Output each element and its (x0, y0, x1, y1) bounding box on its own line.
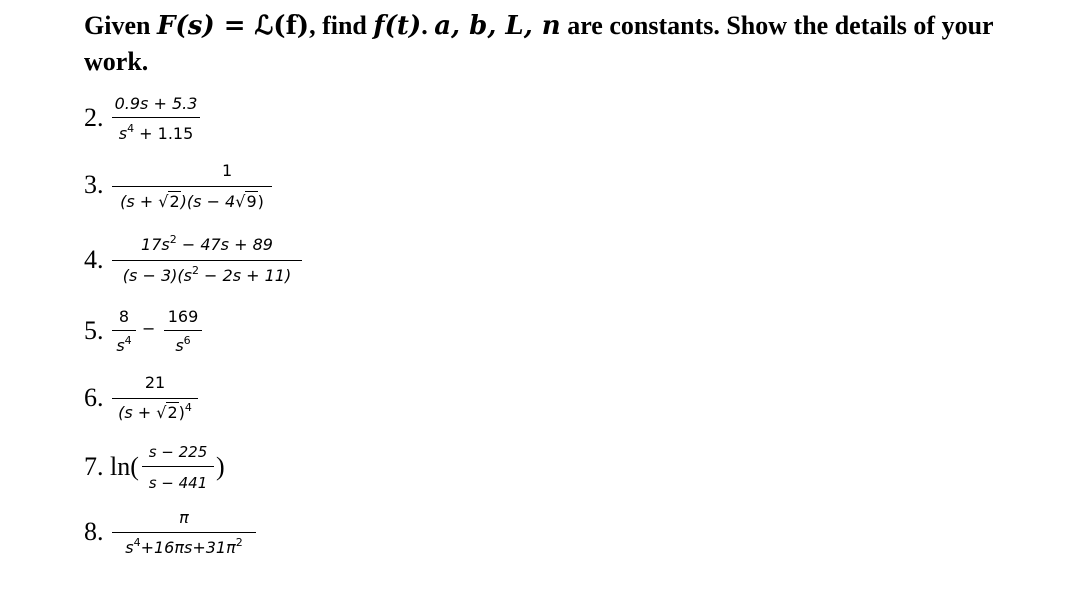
problem-number: 4. (84, 245, 104, 274)
denominator: $s^6$ (175, 334, 191, 355)
problem-number: 2. (84, 103, 104, 132)
title-text-3: . (421, 11, 435, 40)
problem-number: 5. (84, 316, 104, 345)
title-math-constants: a, b, L, n (434, 11, 561, 41)
numerator: 1 (222, 161, 233, 180)
fraction-1 (112, 306, 136, 358)
problem-statement (84, 8, 1044, 79)
problem-number: 6. (84, 383, 104, 412)
ln-prefix: 7. ln( (84, 452, 139, 481)
title-math-F: F(s) = (156, 11, 255, 41)
title-text-2: , find (309, 11, 374, 40)
fraction-bar (112, 330, 136, 331)
denominator: $s^4 + 1.15$ (118, 122, 194, 143)
numerator: 8 (118, 307, 130, 326)
fraction-bar (112, 186, 272, 187)
title-text-4: are constants. Show the details of your work. (84, 11, 994, 76)
numerator: 0.9s + 5.3 (114, 94, 198, 113)
fraction (142, 442, 214, 494)
numerator: π (179, 508, 189, 527)
numerator: 21 (144, 373, 166, 392)
fraction-bar (164, 330, 202, 331)
fraction (112, 234, 302, 288)
fraction-bar (112, 398, 198, 399)
denominator: (s + √2)(s − 4√9) (120, 192, 264, 211)
denominator: $(s - 3)(s^2 - 2s + 11)$ (122, 264, 292, 285)
numerator: 169 (167, 307, 199, 326)
numerator: $17s^2 - 47s + 89$ (141, 233, 273, 254)
minus-sign: − (142, 319, 156, 338)
fraction (112, 160, 272, 212)
fraction-bar (112, 260, 302, 261)
title-math-f: f(t) (373, 11, 422, 41)
closing-paren: ) (216, 452, 225, 481)
fraction-bar (112, 532, 256, 533)
problem-number: 3. (84, 170, 104, 199)
numerator: s − 225 (148, 443, 208, 461)
problem-number: 8. (84, 517, 104, 546)
title-text-1: Given (84, 11, 157, 40)
fraction (112, 372, 198, 426)
fraction (112, 506, 256, 560)
fraction-bar (142, 466, 214, 467)
fraction-bar (112, 117, 200, 118)
fraction-2 (164, 306, 202, 358)
denominator: $s^4$ (116, 334, 132, 355)
denominator: s − 441 (148, 474, 208, 492)
denominator: $s^4+16\pi s+31\pi^2$ (125, 536, 243, 557)
denominator: $(s + √2)^4$ (118, 401, 192, 422)
title-math-laplace: ℒ(f) (254, 11, 310, 41)
fraction (112, 93, 200, 145)
